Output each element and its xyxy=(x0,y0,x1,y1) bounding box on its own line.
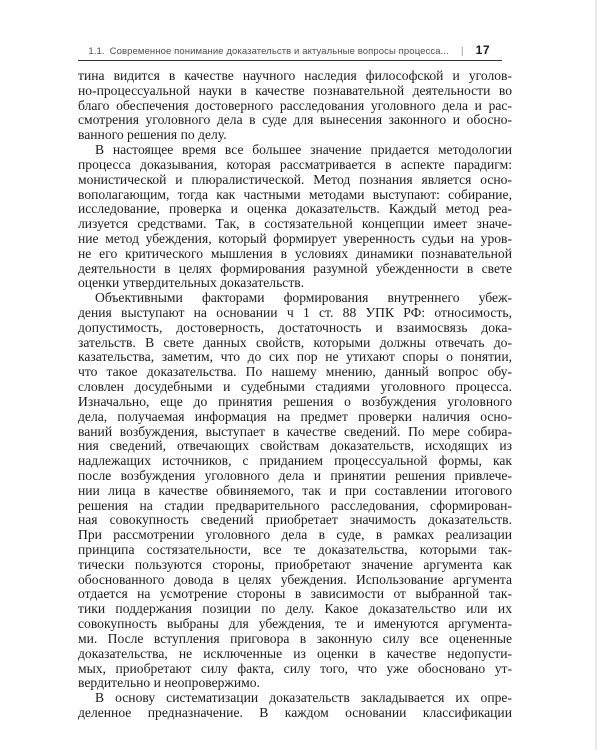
section-number: 1.1. xyxy=(88,46,105,57)
text-line: нии лица в качестве обвиняемого, так и при составлении итогового xyxy=(78,482,512,498)
text-line: доказательства, не исключенные из оценки в качестве недопусти- xyxy=(78,645,512,661)
text-line: принципа состязательности, все те доказательства, которыми так- xyxy=(78,542,512,557)
text-line: При рассмотрении уголовного дела в суде, в рамках реализации xyxy=(78,527,512,543)
text-line: процесса доказывания, которая рассматривается в аспекте парадигм: xyxy=(78,156,512,172)
text-line: ная совокупность сведений приобретает значимость доказательств. xyxy=(78,512,512,528)
text-line: тически пользуются стороны, приобретают значение аргумента как xyxy=(78,556,512,572)
text-line: дела, получаемая информация на предмет проверки наличия осно- xyxy=(78,408,512,424)
text-line: надлежащих источников, с приданием процессуальной формы, как xyxy=(78,453,512,469)
text-line: мых, приобретают силу факта, силу того, что уже обосновано ут- xyxy=(78,660,512,676)
text-line: допустимость, достоверность, достаточность и взаимосвязь дока- xyxy=(78,319,512,335)
text-line: после возбуждения уголовного дела и принятии решения привлече- xyxy=(78,467,512,483)
paragraph xyxy=(78,291,512,691)
text-line: решения на стадии предварительного расследования, сформирован- xyxy=(78,497,512,513)
text-line: ваний возбуждения, выступает в качестве сведений. По мере собира- xyxy=(78,423,512,439)
header-rule xyxy=(78,60,502,61)
paragraph xyxy=(78,143,512,291)
text-line: не его критического мышления в условиях динамики познавательной xyxy=(78,245,512,261)
text-line: отдается на усмотрение стороны в зависимости от выбранной так- xyxy=(78,586,512,602)
running-title: Современное понимание доказательств и актуальные вопросы процесса... xyxy=(109,46,449,57)
page-body xyxy=(78,69,512,721)
text-line: словлен досудебными и судебными стадиями уголовного процесса. xyxy=(78,379,512,395)
page-number: 17 xyxy=(475,43,490,57)
text-line: зательств. В свете данных свойств, которыми должны отвечать до- xyxy=(78,334,512,350)
text-line: совокупность выбраны для убеждения, те и именуются аргумента- xyxy=(78,616,512,632)
text-line: монистической и плюралистической. Метод познания является осно- xyxy=(78,171,512,187)
text-line: ми. После вступления приговора в законную силу все оцененные xyxy=(78,630,512,646)
text-line: В настоящее время все большее значение придается методологии xyxy=(95,142,512,158)
text-line: но-процессуальной науки в качестве познавательной деятельности во xyxy=(78,82,512,98)
text-line: ванного решения по делу. xyxy=(78,127,227,143)
header-divider: | xyxy=(460,45,464,57)
text-line: оценки утвердительных доказательств. xyxy=(78,275,305,291)
text-line: В основу систематизации доказательств закладывается их опре- xyxy=(95,690,512,706)
text-line: вердительно и неопровержимо. xyxy=(78,675,260,691)
paragraph xyxy=(78,691,512,721)
text-line: обоснованного довода в целях убеждения. Использование аргумента xyxy=(78,571,512,587)
text-line: лизуется средствами. Так, в состязательной концепции имеет значе- xyxy=(78,216,512,232)
text-line: благо обеспечения достоверного расследования уголовного дела и рас- xyxy=(78,97,512,113)
text-line: ние метод убеждения, который формирует уверенность судьи на уров- xyxy=(78,230,512,246)
text-line: тина видится в качестве научного наследия философской и уголов- xyxy=(78,68,512,83)
scan-edge-artifact xyxy=(595,0,597,750)
paragraph xyxy=(78,69,512,143)
page-header xyxy=(78,43,490,57)
text-line: дения выступают на основании ч 1 ст. 88 УПК РФ: относимость, xyxy=(78,305,512,320)
text-line: вополагающим, тогда как частными методами выступают: собирание, xyxy=(78,186,512,202)
text-line: Изначально, еще до принятия решения о возбуждения уголовного xyxy=(78,393,512,409)
text-line: казательства, заметим, что до сих пор не утихают споры о понятии, xyxy=(78,349,512,365)
text-line: деятельности в целях формирования разумной убежденности в свете xyxy=(78,260,512,276)
text-line: смотрения уголовного дела в суде для вынесения законного и обосно- xyxy=(78,112,512,128)
text-line: ния сведений, отвечающих свойствам доказательств, исходящих из xyxy=(78,438,512,454)
text-line: тики поддержания позиции по делу. Какое доказательство или их xyxy=(78,601,512,617)
text-line: деленное предназначение. В каждом основании классификации xyxy=(78,704,512,720)
text-line: Объективными факторами формирования внутреннего убеж- xyxy=(95,290,512,306)
text-line: исследование, проверка и оценка доказательств. Каждый метод реа- xyxy=(78,201,512,217)
text-line: что такое доказательства. По нашему мнению, данный вопрос обу- xyxy=(78,364,512,380)
